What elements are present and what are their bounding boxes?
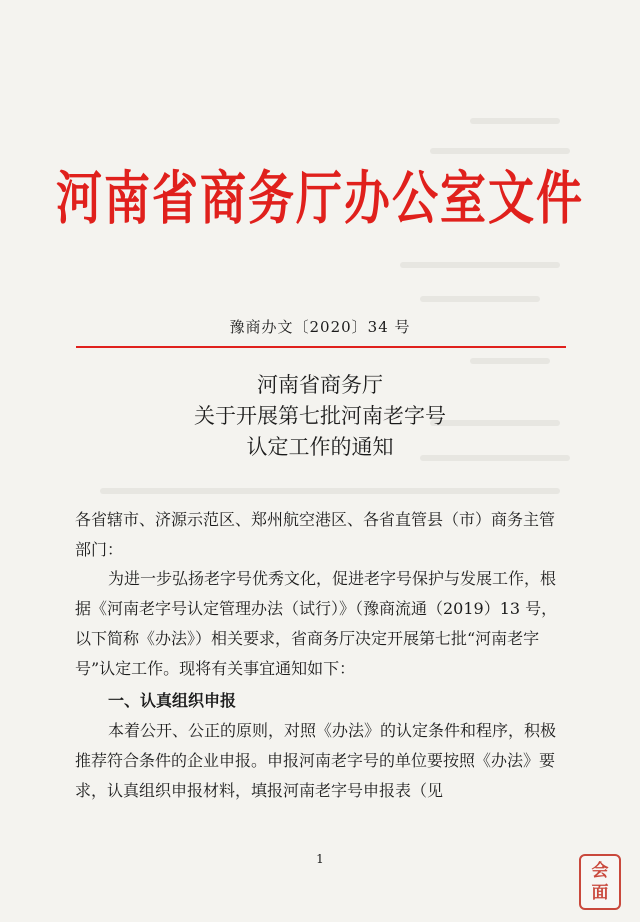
section-heading-1: 一、认真组织申报 — [108, 691, 237, 710]
subject-line-1: 河南省商务厅 — [257, 373, 383, 397]
seal-char-1: 会 — [591, 861, 609, 881]
red-divider-line — [76, 346, 566, 348]
seal-stamp — [579, 854, 621, 910]
seal-char-2: 面 — [591, 883, 609, 903]
body-paragraph-1: 为进一步弘扬老字号优秀文化，促进老字号保护与发展工作，根据《河南老字号认定管理办法（试行）》（豫商流通（2019）13 号，以下简称《办法》）相关要求，省商务厅决定开展第七批“河南老字号”认定工作。现将有关事宜通知如下： — [75, 569, 558, 678]
document-subject — [0, 370, 640, 463]
subject-line-3: 认定工作的通知 — [246, 435, 394, 459]
document-header-title: 河南省商务厅办公室文件 — [56, 164, 584, 232]
subject-line-2: 关于开展第七批河南老字号 — [194, 404, 446, 428]
document-number: 豫商办文〔2020〕34 号 — [229, 318, 411, 336]
addressee: 各省辖市、济源示范区、郑州航空港区、各省直管县（市）商务主管部门： — [75, 510, 556, 559]
page-number: 1 — [316, 852, 324, 866]
body-paragraph-2: 本着公开、公正的原则，对照《办法》的认定条件和程序，积极推荐符合条件的企业申报。申报河南老字号的单位要按照《办法》要求，认真组织申报材料，填报河南老字号申报表（见 — [75, 721, 557, 800]
